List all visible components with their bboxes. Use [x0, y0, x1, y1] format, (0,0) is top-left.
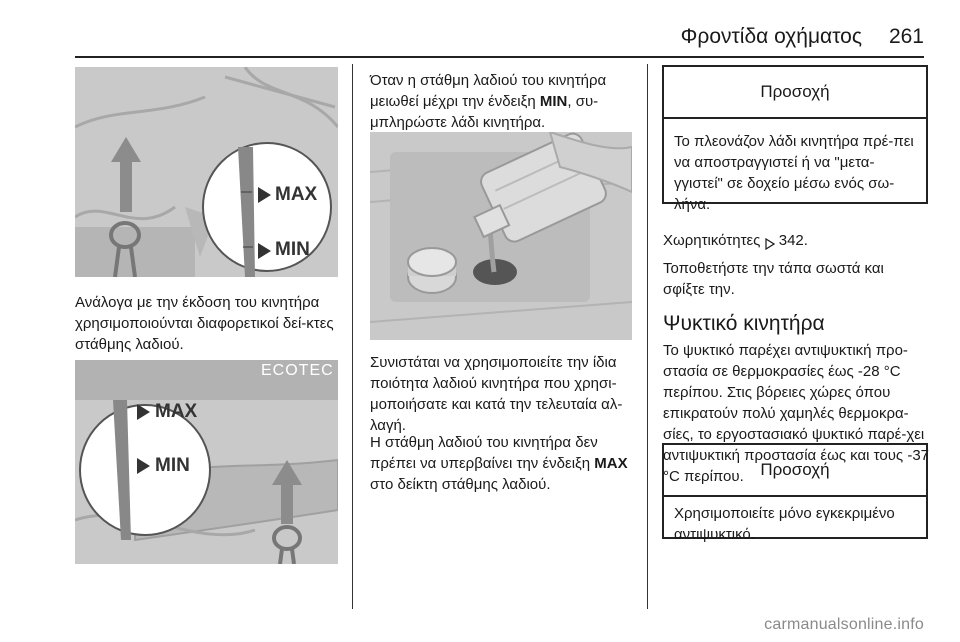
engine-badge-text: ECOTEC — [261, 362, 334, 379]
cap-instruction-text: Τοποθετήστε την τάπα σωστά και σφίξτε την. — [663, 260, 884, 298]
coolant-description: Το ψυκτικό παρέχει αντιψυκτική προ-στασία σε θερμοκρασίες έως -28 °C περίπου. Στις βόρειες χώρες όπου επικρατούν πολύ χαμηλές θερμοκρα-σίες, το εργοστασιακό ψυκτικό παρέ-χει αντιψυκτική προστασία έως και τους -37 °C περίπου. — [663, 342, 930, 485]
min-mark-label: MIN — [155, 455, 190, 476]
header-divider — [75, 56, 924, 58]
column-divider-left — [352, 64, 353, 609]
caution-text: Το πλεονάζον λάδι κινητήρα πρέ-πει να αποστραγγιστεί ή να "μετα-γγιστεί" σε δοχείο μέσω ενός σω-λήνα. — [674, 133, 914, 213]
min-emphasis: MIN — [539, 93, 568, 110]
oil-quality-text: Συνιστάται να χρησιμοποιείτε την ίδια ποιότητα λαδιού κινητήρα που χρησι-μοποιήσατε και κατά την τελευταία αλ-λαγή. — [370, 354, 623, 434]
caution-text: Χρησιμοποιείτε μόνο εγκεκριμένο αντιψυκτικό. — [674, 505, 895, 543]
min-mark-label: MIN — [275, 239, 310, 260]
page-title: Φροντίδα οχήματος — [680, 25, 862, 48]
caution-title: Προσοχή — [664, 445, 926, 497]
page-header — [0, 0, 960, 60]
dipstick-figure-bottom — [75, 360, 338, 564]
page-reference-icon — [765, 235, 775, 247]
capacities-reference: Χωρητικότητες 342. — [663, 232, 808, 249]
page-number: 261 — [888, 25, 924, 48]
column-divider-right — [647, 64, 648, 609]
caution-title: Προσοχή — [664, 67, 926, 119]
max-mark-label: MAX — [155, 401, 198, 422]
max-emphasis: MAX — [594, 455, 628, 472]
coolant-heading: Ψυκτικό κινητήρα — [663, 312, 825, 335]
max-level-text: Η στάθμη λαδιού του κινητήρα δεν πρέπει να υπερβαίνει την ένδειξη MAX στο δείκτη στάθμης λαδιού. — [370, 434, 628, 493]
caution-box-antifreeze — [662, 443, 928, 543]
max-mark-label: MAX — [275, 184, 318, 205]
dipstick-variants-text: Ανάλογα με την έκδοση του κινητήρα χρησιμοποιούνται διαφορετικοί δεί-κτες στάθμης λαδιού. — [75, 294, 334, 353]
refill-instruction-text: Όταν η στάθμη λαδιού του κινητήρα μειωθεί μέχρι την ένδειξη MIN, συ-μπληρώστε λάδι κινητήρα. — [370, 72, 607, 131]
watermark: carmanualsonline.info — [764, 616, 924, 633]
oil-refill-figure — [370, 132, 632, 340]
dipstick-figure-top — [75, 67, 338, 277]
caution-box-excess-oil — [662, 65, 928, 213]
